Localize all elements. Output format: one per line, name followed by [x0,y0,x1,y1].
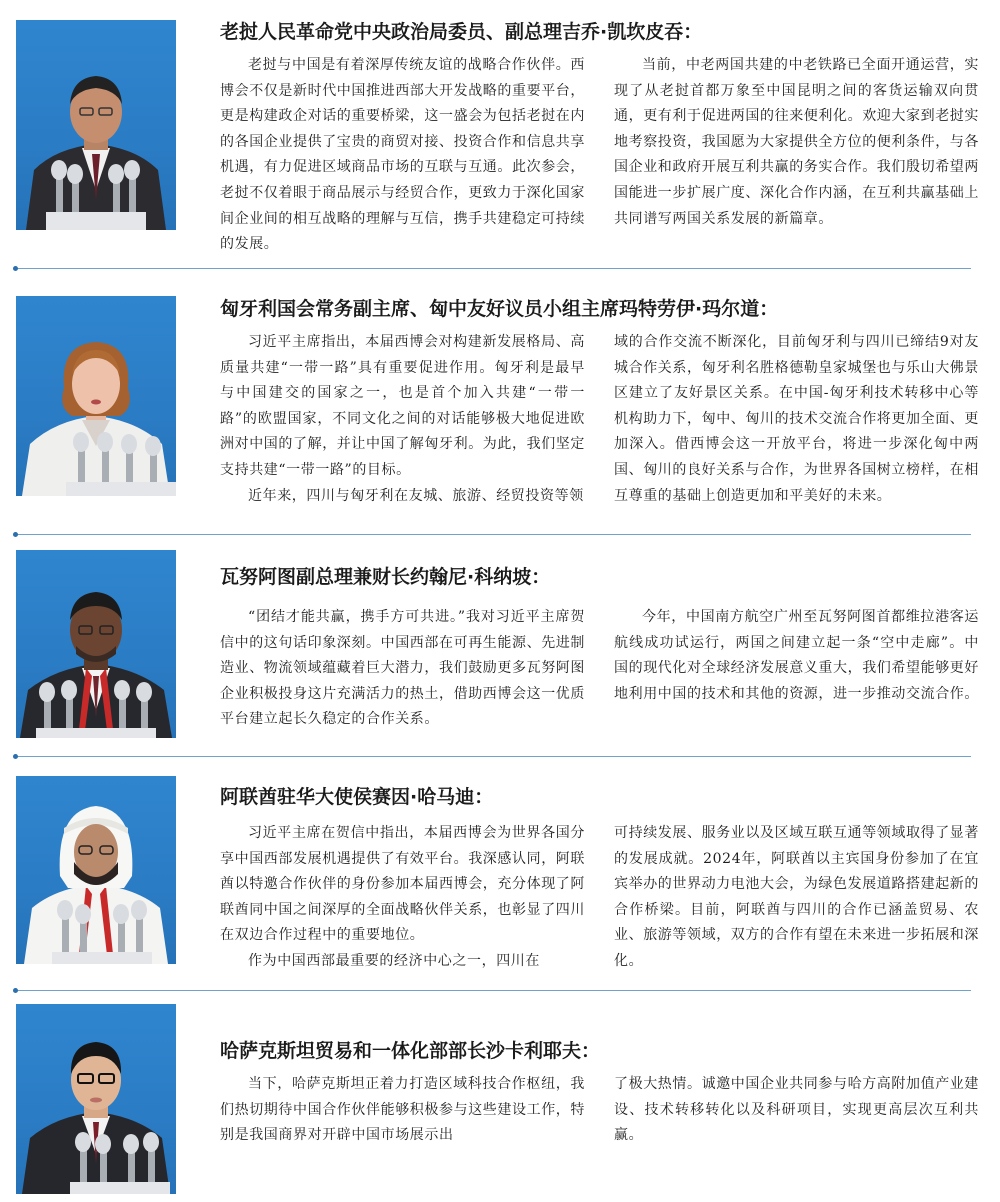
text-column-left [220,605,585,733]
speaker-photo [16,550,176,738]
paragraph: 今年，中国南方航空广州至瓦努阿图首都维拉港客运航线成功试运行，两国之间建立起一条“空中走廊”。中国的现代化对全球经济发展意义重大，我们希望能够更好地利用中国的技术和其他的资源，进一步推动交流合作。 [614,609,979,702]
text-column-left [220,53,585,258]
paragraph: 域的合作交流不断深化，目前匈牙利与四川已缔结9对友城合作关系，匈牙利名胜格德勒皇家城堡也与乐山大佛景区建立了友好景区关系。在中国-匈牙利技术转移中心等机构助力下，匈中、匈川的技术交流合作将更加全面、更加深入。借西博会这一开放平台，将进一步深化匈中两国、匈川的良好关系与合作，为世界各国树立榜样，在相互尊重的基础上创造更加和平美好的未来。 [614,334,979,504]
paragraph: “团结才能共赢，携手方可共进。”我对习近平主席贺信中的这句话印象深刻。中国西部在可再生能源、先进制造业、物流领域蕴藏着巨大潜力，我们鼓励更多瓦努阿图企业积极投身这片充满活力的热土，借助西博会这一优质平台建立起长久稳定的合作关系。 [220,609,585,728]
speaker-title: 匈牙利国会常务副主席、匈中友好议员小组主席玛特劳伊·玛尔道： [220,298,779,320]
text-column-right [614,53,979,232]
speaker-photo [16,20,176,230]
paragraph: 老挝与中国是有着深厚传统友谊的战略合作伙伴。西博会不仅是新时代中国推进西部大开发战略的重要平台，更是构建政企对话的重要桥梁，这一盛会为包括老挝在内的各国企业提供了宝贵的商贸对接、投资合作和信息共享机遇，有力促进区域商品市场的互联与互通。此次参会，老挝不仅着眼于商品展示与经贸合作，更致力于深化国家间企业间的相互战略的理解与互信，携手共建稳定可持续的发展。 [220,57,585,253]
paragraph: 可持续发展、服务业以及区域互联互通等领域取得了显著的发展成就。2024年，阿联酋以主宾国身份参加了在宜宾举办的世界动力电池大会，为绿色发展道路搭建起新的合作桥梁。目前，阿联酋与四川的合作已涵盖贸易、农业、旅游等领域，双方的合作有望在未来进一步拓展和深化。 [614,825,979,969]
text-column-right [614,330,979,509]
paragraph: 当前，中老两国共建的中老铁路已全面开通运营，实现了从老挝首都万象至中国昆明之间的客货运输双向贯通，更有利于促进两国的往来便利化。欢迎大家到老挝实地考察投资，我国愿为大家提供全方位的便利条件，与各国企业和政府开展互利共赢的务实合作。我们殷切希望两国能进一步扩展广度、深化合作内涵，在互利共赢基础上共同谱写两国关系发展的新篇章。 [614,57,979,227]
section-divider [16,990,971,991]
speaker-photo [16,296,176,496]
paragraph: 习近平主席指出，本届西博会对构建新发展格局、高质量共建“一带一路”具有重要促进作用。匈牙利是最早与中国建交的国家之一，也是首个加入共建“一带一路”的欧盟国家，不同文化之间的对话能够极大地促进欧洲对中国的了解，并让中国了解匈牙利。为此，我们坚定支持共建“一带一路”的目标。 [220,334,585,478]
text-column-right [614,821,979,975]
speaker-title: 老挝人民革命党中央政治局委员、副总理吉乔·凯坎皮吞： [220,21,703,43]
section-divider [16,534,971,535]
speaker-photo [16,776,176,964]
text-column-left [220,1072,585,1149]
text-column-right [614,605,979,707]
section-divider [16,268,971,269]
paragraph: 了极大热情。诚邀中国企业共同参与哈方高附加值产业建设、技术转移转化以及科研项目，实现更高层次互利共赢。 [614,1076,979,1144]
text-column-right [614,1072,979,1149]
paragraph: 习近平主席在贺信中指出，本届西博会为世界各国分享中国西部发展机遇提供了有效平台。我深感认同，阿联酋以特邀合作伙伴的身份参加本届西博会，充分体现了阿联酋同中国之间深厚的全面战略伙伴关系，也彰显了四川在双边合作过程中的重要地位。 [220,825,585,944]
text-column-left [220,330,585,509]
speaker-photo [16,1004,176,1194]
text-column-left [220,821,585,975]
speaker-section [0,536,1000,756]
paragraph: 作为中国西部最重要的经济中心之一，四川在 [248,952,540,969]
speaker-title: 哈萨克斯坦贸易和一体化部部长沙卡利耶夫： [220,1040,601,1062]
speaker-title: 阿联酋驻华大使侯赛因·哈马迪： [220,786,494,808]
speaker-section [0,758,1000,990]
section-divider [16,756,971,757]
paragraph: 当下，哈萨克斯坦正着力打造区域科技合作枢纽，我们热切期待中国合作伙伴能够积极参与这些建设工作，特别是我国商界对开辟中国市场展示出 [220,1076,585,1144]
speaker-section [0,270,1000,535]
speaker-section [0,0,1000,268]
speaker-section [0,992,1000,1202]
speaker-title: 瓦努阿图副总理兼财长约翰尼·科纳坡： [220,566,551,588]
paragraph: 近年来，四川与匈牙利在友城、旅游、经贸投资等领 [248,487,584,504]
